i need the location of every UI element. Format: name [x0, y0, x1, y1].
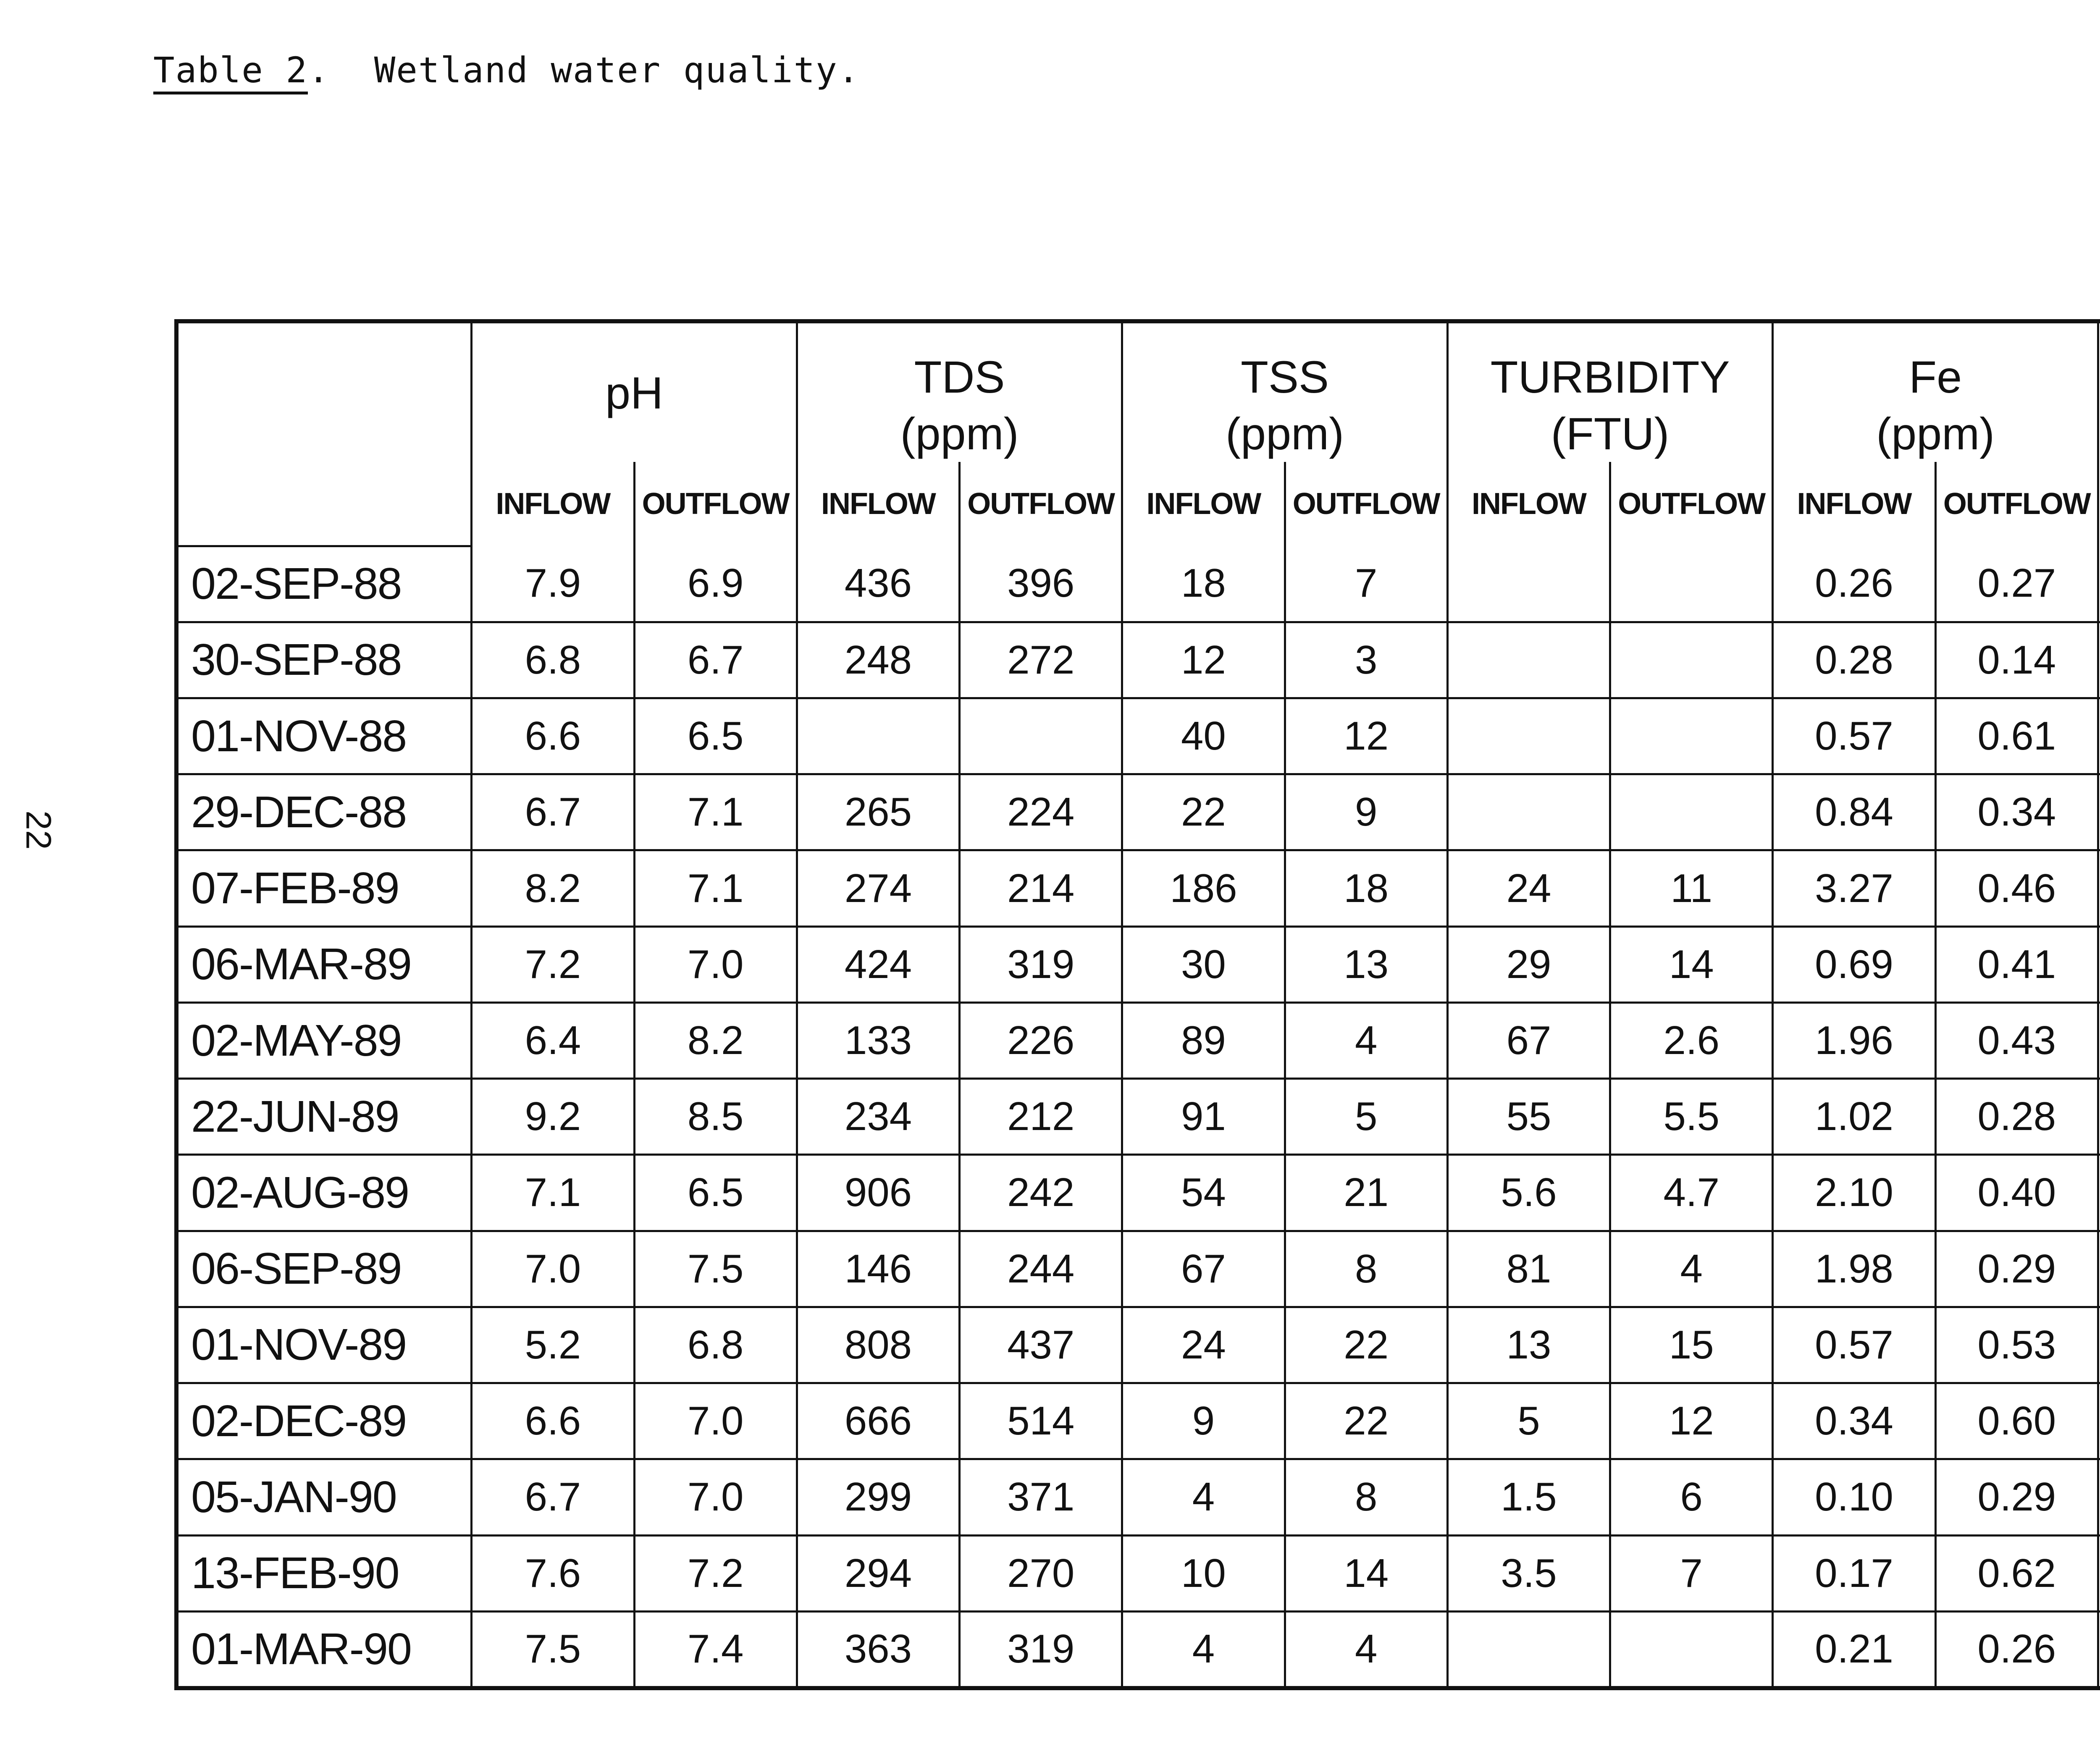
value-cell: [2098, 1307, 2100, 1383]
value-cell: 6.7: [634, 622, 797, 698]
value-cell: 906: [797, 1155, 959, 1231]
date-cell: 02-DEC-89: [178, 1383, 472, 1459]
date-cell: 07-FEB-89: [178, 850, 472, 926]
value-cell: 0.28: [1935, 1079, 2098, 1155]
value-cell: 0.34: [1773, 1383, 1935, 1459]
table-row: [178, 1611, 2100, 1686]
param-unit: (ppm): [1876, 408, 1995, 459]
value-cell: 4: [1285, 1002, 1447, 1078]
value-cell: 5.6: [1447, 1155, 1610, 1231]
value-cell: 0.29: [1935, 1231, 2098, 1307]
param-name: Fe: [1909, 351, 1962, 402]
value-cell: 8: [1285, 1231, 1447, 1307]
value-cell: 0.26: [1773, 546, 1935, 622]
value-cell: 294: [797, 1535, 959, 1611]
value-cell: 0.10: [1773, 1459, 1935, 1535]
value-cell: 7.1: [634, 774, 797, 850]
value-cell: [2098, 1002, 2100, 1078]
value-cell: 0.43: [1935, 1002, 2098, 1078]
value-cell: 244: [960, 1231, 1122, 1307]
value-cell: 4: [1610, 1231, 1773, 1307]
value-cell: 7.5: [634, 1231, 797, 1307]
value-cell: 55: [1447, 1079, 1610, 1155]
value-cell: 0.62: [1935, 1535, 2098, 1611]
value-cell: 0.27: [1935, 546, 2098, 622]
date-cell: 30-SEP-88: [178, 622, 472, 698]
value-cell: 6.5: [634, 698, 797, 774]
value-cell: 226: [960, 1002, 1122, 1078]
value-cell: 6.7: [472, 1459, 634, 1535]
value-cell: 24: [1447, 850, 1610, 926]
value-cell: 54: [1122, 1155, 1285, 1231]
value-cell: [960, 698, 1122, 774]
value-cell: 3.5: [1447, 1535, 1610, 1611]
value-cell: 242: [960, 1155, 1122, 1231]
value-cell: 248: [797, 622, 959, 698]
value-cell: 0.57: [1773, 1307, 1935, 1383]
value-cell: 7.2: [472, 926, 634, 1002]
value-cell: 2.6: [1610, 1002, 1773, 1078]
value-cell: 1.96: [1773, 1002, 1935, 1078]
value-cell: [2098, 1383, 2100, 1459]
value-cell: 18: [1122, 546, 1285, 622]
value-cell: 265: [797, 774, 959, 850]
value-cell: 67: [1122, 1231, 1285, 1307]
value-cell: 7.5: [472, 1611, 634, 1686]
value-cell: 133: [797, 1002, 959, 1078]
date-cell: 01-NOV-89: [178, 1307, 472, 1383]
value-cell: 67: [1447, 1002, 1610, 1078]
value-cell: 514: [960, 1383, 1122, 1459]
value-cell: 5: [1447, 1383, 1610, 1459]
value-cell: 9: [1285, 774, 1447, 850]
value-cell: 91: [1122, 1079, 1285, 1155]
value-cell: 437: [960, 1307, 1122, 1383]
param-unit: (FTU): [1551, 408, 1670, 459]
value-cell: 146: [797, 1231, 959, 1307]
outflow-header: OUTFLOW: [1935, 462, 2098, 546]
value-cell: 0.14: [1935, 622, 2098, 698]
value-cell: 12: [1610, 1383, 1773, 1459]
date-cell: 02-SEP-88: [178, 546, 472, 622]
table-row: [178, 850, 2100, 926]
value-cell: 319: [960, 1611, 1122, 1686]
inflow-header: INFLOW: [797, 462, 959, 546]
table-row: [178, 1079, 2100, 1155]
date-cell: 29-DEC-88: [178, 774, 472, 850]
table-row: [178, 1002, 2100, 1078]
value-cell: 4: [1285, 1611, 1447, 1686]
value-cell: 6.5: [634, 1155, 797, 1231]
value-cell: 14: [1285, 1535, 1447, 1611]
table-row: [178, 1155, 2100, 1231]
table-row: [178, 1535, 2100, 1611]
value-cell: 7: [1285, 546, 1447, 622]
value-cell: 10: [1122, 1535, 1285, 1611]
value-cell: 7.2: [634, 1535, 797, 1611]
value-cell: 319: [960, 926, 1122, 1002]
value-cell: [797, 698, 959, 774]
value-cell: 7.0: [634, 1459, 797, 1535]
table-row: [178, 1307, 2100, 1383]
value-cell: 7.6: [472, 1535, 634, 1611]
value-cell: [2098, 546, 2100, 622]
date-cell: 01-MAR-90: [178, 1611, 472, 1686]
page-number: 22: [19, 810, 58, 850]
value-cell: 12: [1285, 698, 1447, 774]
value-cell: 6.8: [634, 1307, 797, 1383]
value-cell: 11: [1610, 850, 1773, 926]
value-cell: 6.8: [472, 622, 634, 698]
header-tss: [1122, 323, 1448, 462]
value-cell: 0.17: [1773, 1535, 1935, 1611]
value-cell: [1610, 774, 1773, 850]
value-cell: [2098, 774, 2100, 850]
value-cell: 0.40: [1935, 1155, 2098, 1231]
outflow-header: OUTFLOW: [634, 462, 797, 546]
value-cell: 4.7: [1610, 1155, 1773, 1231]
value-cell: 5.2: [472, 1307, 634, 1383]
value-cell: 8.2: [634, 1002, 797, 1078]
value-cell: [2098, 850, 2100, 926]
value-cell: 24: [1122, 1307, 1285, 1383]
value-cell: 8: [1285, 1459, 1447, 1535]
date-cell: 06-MAR-89: [178, 926, 472, 1002]
value-cell: 18: [1285, 850, 1447, 926]
header-ph: [472, 323, 797, 462]
param-name: TURBIDITY: [1490, 351, 1730, 402]
value-cell: 0.28: [1773, 622, 1935, 698]
date-cell: 01-NOV-88: [178, 698, 472, 774]
value-cell: [2098, 1231, 2100, 1307]
value-cell: 186: [1122, 850, 1285, 926]
caption-separator: .: [308, 50, 374, 91]
param-name: TSS: [1241, 351, 1329, 402]
value-cell: 22: [1285, 1383, 1447, 1459]
value-cell: 270: [960, 1535, 1122, 1611]
value-cell: [2098, 1611, 2100, 1686]
value-cell: 0.29: [1935, 1459, 2098, 1535]
value-cell: 7: [1610, 1535, 1773, 1611]
value-cell: 7.0: [634, 1383, 797, 1459]
header-tds: [797, 323, 1122, 462]
value-cell: 6.6: [472, 698, 634, 774]
value-cell: [2098, 698, 2100, 774]
value-cell: 6.6: [472, 1383, 634, 1459]
value-cell: [1447, 1611, 1610, 1686]
value-cell: [2098, 622, 2100, 698]
value-cell: 4: [1122, 1459, 1285, 1535]
value-cell: 234: [797, 1079, 959, 1155]
water-quality-table-frame: [174, 319, 2100, 1690]
table-row: [178, 926, 2100, 1002]
inflow-header: INFLOW: [1773, 462, 1935, 546]
value-cell: 808: [797, 1307, 959, 1383]
value-cell: 214: [960, 850, 1122, 926]
water-quality-table: [178, 323, 2100, 1686]
table-caption: [153, 50, 860, 91]
table-body: [178, 546, 2100, 1686]
date-cell: 13-FEB-90: [178, 1535, 472, 1611]
value-cell: [1610, 1611, 1773, 1686]
value-cell: 299: [797, 1459, 959, 1535]
param-unit: (ppm): [1226, 408, 1344, 459]
value-cell: 6.4: [472, 1002, 634, 1078]
table-row: [178, 1383, 2100, 1459]
value-cell: 436: [797, 546, 959, 622]
value-cell: [1447, 774, 1610, 850]
caption-title: Wetland water quality.: [374, 50, 860, 91]
value-cell: 81: [1447, 1231, 1610, 1307]
value-cell: 8.5: [634, 1079, 797, 1155]
value-cell: 29: [1447, 926, 1610, 1002]
value-cell: 0.84: [1773, 774, 1935, 850]
date-cell: 06-SEP-89: [178, 1231, 472, 1307]
value-cell: 0.61: [1935, 698, 2098, 774]
parameter-header-row: [178, 323, 2100, 462]
value-cell: [1610, 698, 1773, 774]
value-cell: 1.02: [1773, 1079, 1935, 1155]
value-cell: 7.0: [634, 926, 797, 1002]
value-cell: 22: [1285, 1307, 1447, 1383]
table-row: [178, 698, 2100, 774]
value-cell: 424: [797, 926, 959, 1002]
value-cell: [2098, 1079, 2100, 1155]
value-cell: 6.9: [634, 546, 797, 622]
value-cell: 2.10: [1773, 1155, 1935, 1231]
value-cell: 5.5: [1610, 1079, 1773, 1155]
value-cell: 666: [797, 1383, 959, 1459]
value-cell: 9.2: [472, 1079, 634, 1155]
value-cell: 7.1: [472, 1155, 634, 1231]
value-cell: 3: [1285, 622, 1447, 698]
inflow-header: INFLOW: [1447, 462, 1610, 546]
date-cell: 02-AUG-89: [178, 1155, 472, 1231]
value-cell: 15: [1610, 1307, 1773, 1383]
value-cell: 1.98: [1773, 1231, 1935, 1307]
value-cell: [2098, 926, 2100, 1002]
value-cell: 6: [1610, 1459, 1773, 1535]
value-cell: [2098, 1155, 2100, 1231]
value-cell: 7.4: [634, 1611, 797, 1686]
value-cell: [1447, 698, 1610, 774]
inflow-header: INFLOW: [1122, 462, 1285, 546]
outflow-header: OUTFLOW: [960, 462, 1122, 546]
value-cell: 13: [1285, 926, 1447, 1002]
value-cell: 89: [1122, 1002, 1285, 1078]
value-cell: 0.60: [1935, 1383, 2098, 1459]
inflow-header: [2098, 462, 2100, 546]
value-cell: 224: [960, 774, 1122, 850]
corner-cell: [178, 323, 472, 546]
value-cell: 4: [1122, 1611, 1285, 1686]
table-row: [178, 1459, 2100, 1535]
value-cell: 8.2: [472, 850, 634, 926]
value-cell: 0.53: [1935, 1307, 2098, 1383]
value-cell: 0.69: [1773, 926, 1935, 1002]
value-cell: 12: [1122, 622, 1285, 698]
value-cell: 0.34: [1935, 774, 2098, 850]
table-row: [178, 1231, 2100, 1307]
table-row: [178, 774, 2100, 850]
value-cell: 371: [960, 1459, 1122, 1535]
value-cell: [2098, 1459, 2100, 1535]
table-row: [178, 546, 2100, 622]
value-cell: 21: [1285, 1155, 1447, 1231]
value-cell: 396: [960, 546, 1122, 622]
value-cell: 274: [797, 850, 959, 926]
table-row: [178, 622, 2100, 698]
value-cell: 5: [1285, 1079, 1447, 1155]
outflow-header: OUTFLOW: [1610, 462, 1773, 546]
value-cell: 9: [1122, 1383, 1285, 1459]
value-cell: [1447, 546, 1610, 622]
value-cell: 0.26: [1935, 1611, 2098, 1686]
param-unit: (ppm): [900, 408, 1019, 459]
value-cell: 212: [960, 1079, 1122, 1155]
value-cell: 0.41: [1935, 926, 2098, 1002]
value-cell: [2098, 1535, 2100, 1611]
param-name: pH: [605, 367, 664, 418]
header-fe: [1773, 323, 2098, 462]
value-cell: 0.46: [1935, 850, 2098, 926]
value-cell: 0.21: [1773, 1611, 1935, 1686]
param-name: TDS: [914, 351, 1005, 402]
date-cell: 05-JAN-90: [178, 1459, 472, 1535]
value-cell: 22: [1122, 774, 1285, 850]
value-cell: 6.7: [472, 774, 634, 850]
value-cell: [1610, 546, 1773, 622]
date-cell: 22-JUN-89: [178, 1079, 472, 1155]
value-cell: 7.9: [472, 546, 634, 622]
header-mn: [2098, 323, 2100, 462]
value-cell: 14: [1610, 926, 1773, 1002]
value-cell: 40: [1122, 698, 1285, 774]
value-cell: 13: [1447, 1307, 1610, 1383]
value-cell: 3.27: [1773, 850, 1935, 926]
date-cell: 02-MAY-89: [178, 1002, 472, 1078]
value-cell: 272: [960, 622, 1122, 698]
value-cell: 7.0: [472, 1231, 634, 1307]
value-cell: 0.57: [1773, 698, 1935, 774]
value-cell: 1.5: [1447, 1459, 1610, 1535]
value-cell: 7.1: [634, 850, 797, 926]
header-turbidity: [1447, 323, 1773, 462]
value-cell: 30: [1122, 926, 1285, 1002]
value-cell: [1610, 622, 1773, 698]
outflow-header: OUTFLOW: [1285, 462, 1447, 546]
inflow-header: INFLOW: [472, 462, 634, 546]
value-cell: 363: [797, 1611, 959, 1686]
caption-label: Table 2: [153, 50, 308, 91]
value-cell: [1447, 622, 1610, 698]
